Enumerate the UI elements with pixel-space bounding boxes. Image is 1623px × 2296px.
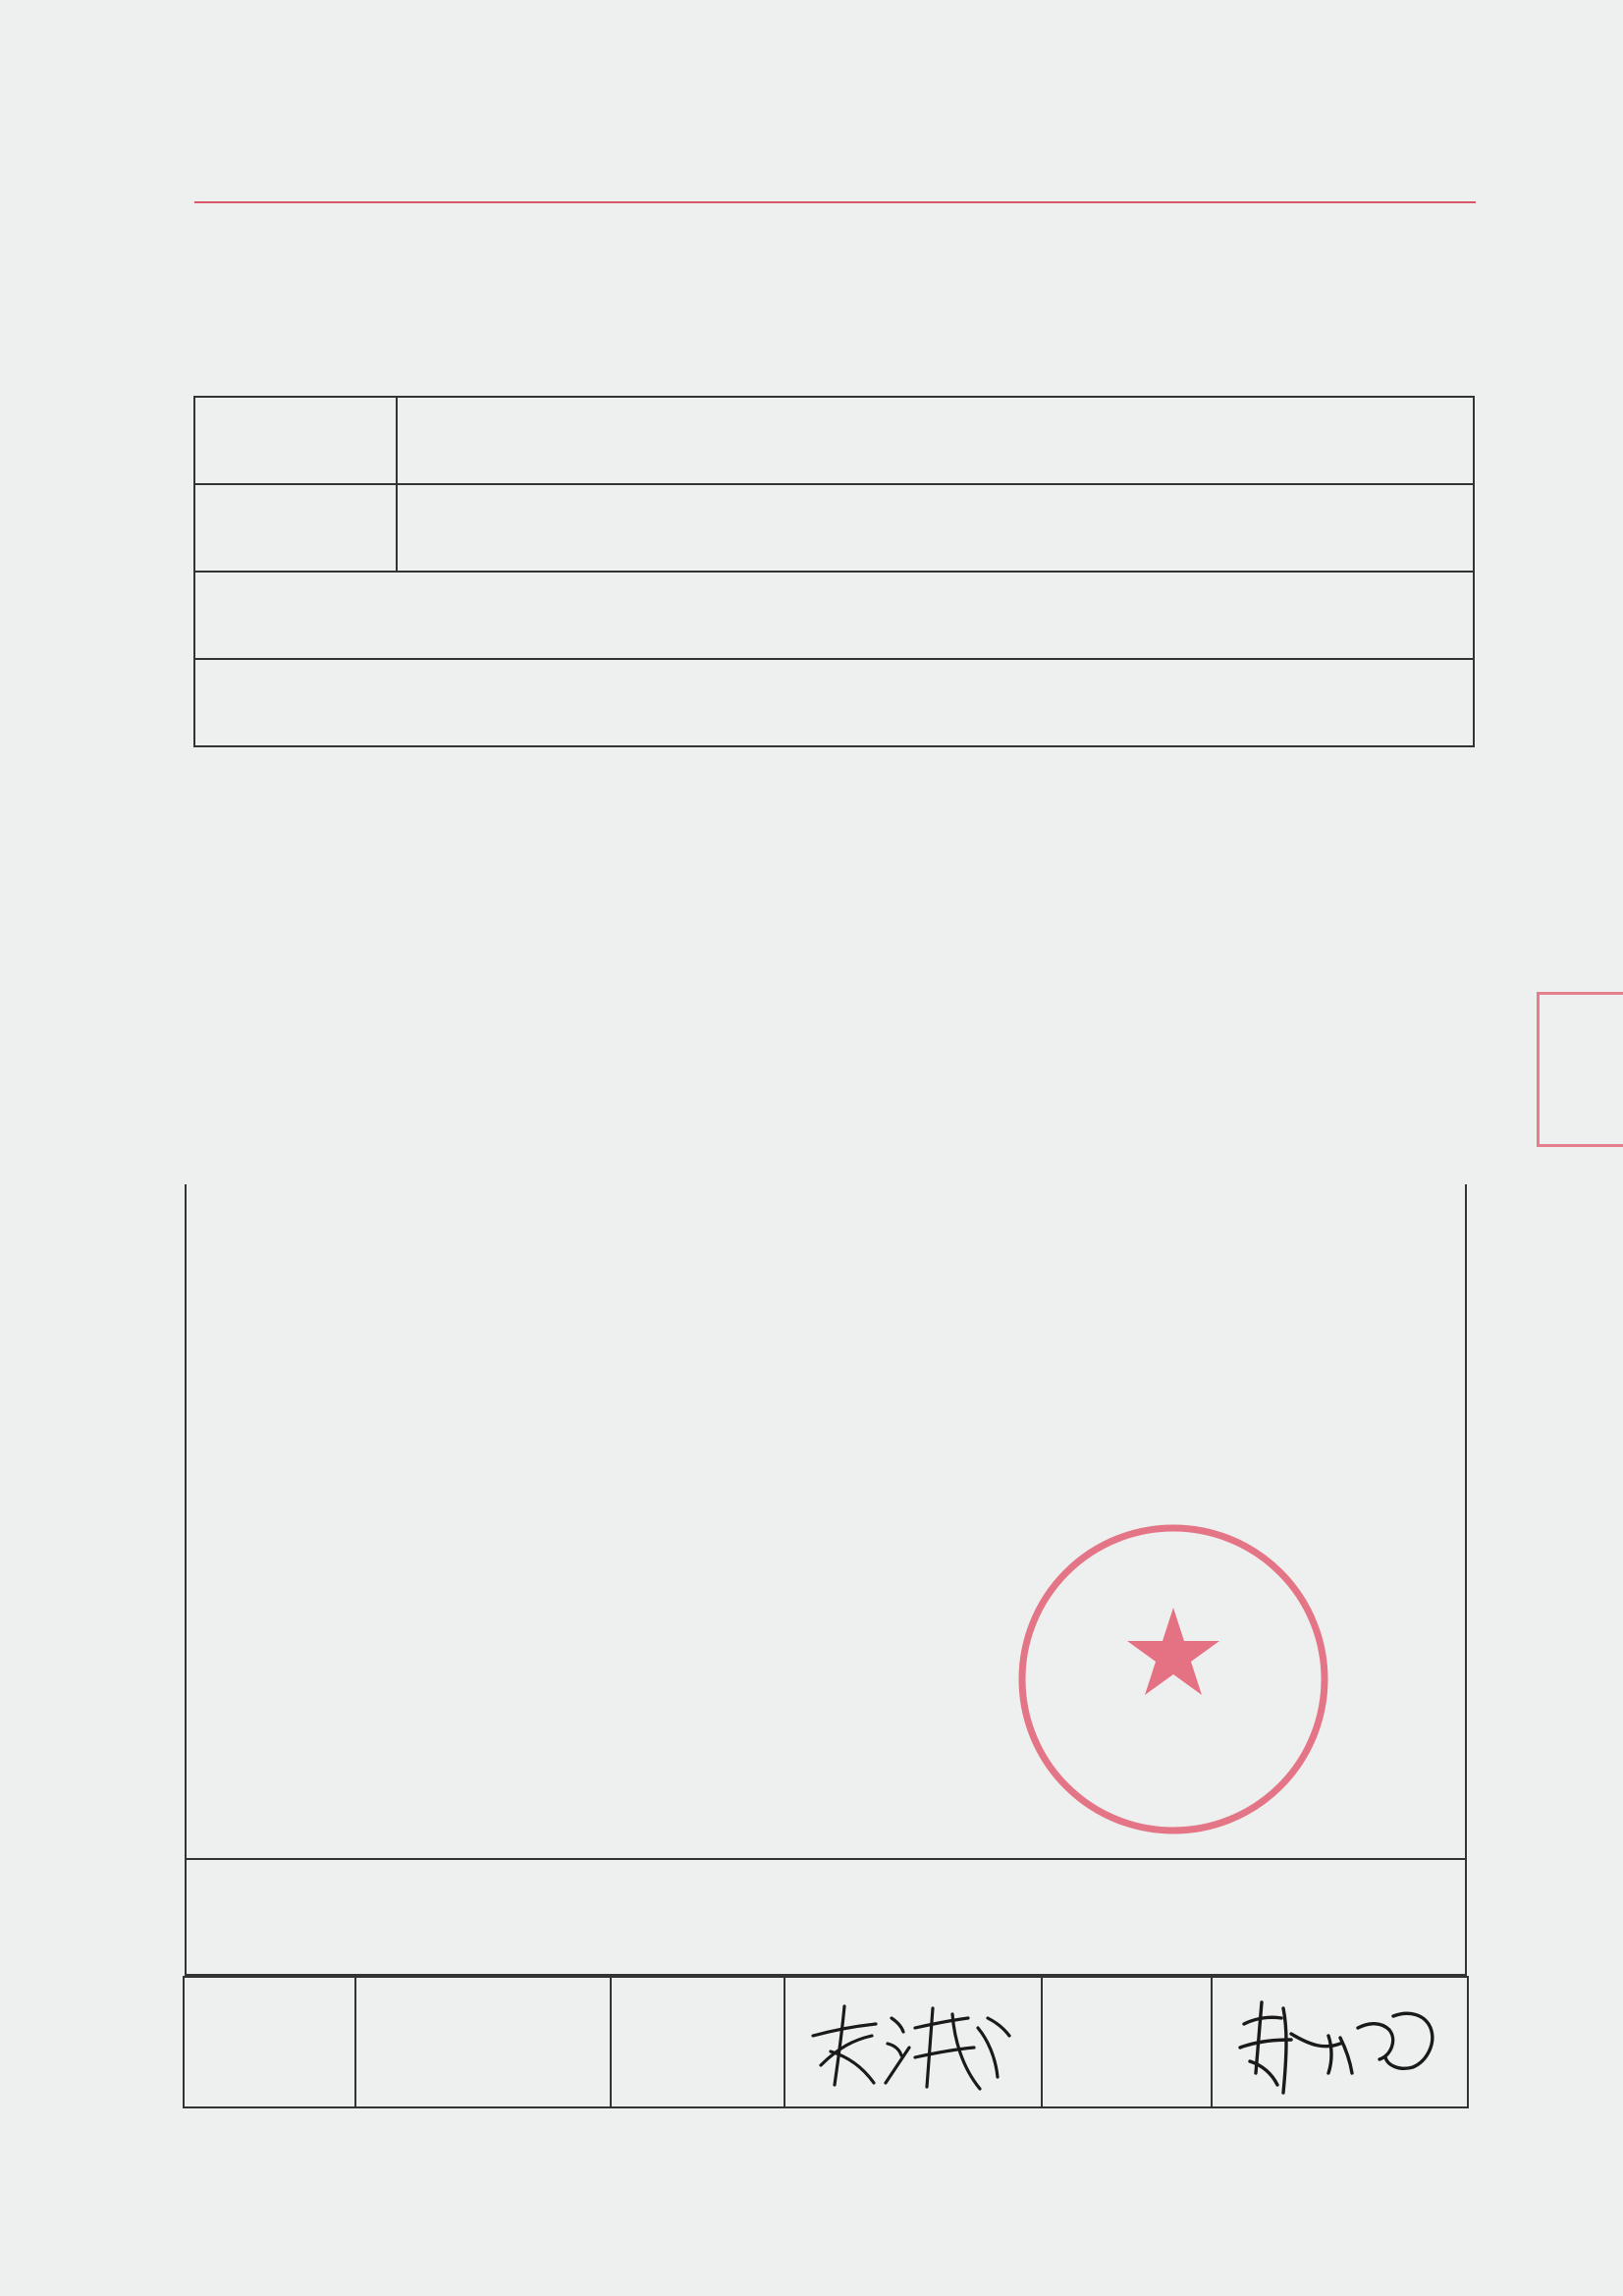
environment-value [397, 397, 1474, 484]
equipment-row [194, 572, 1474, 659]
environment-label [194, 397, 397, 484]
items-row [194, 659, 1474, 746]
side-stamp [1537, 992, 1623, 1147]
conclusion-item [247, 1285, 267, 1314]
conclusion-item [247, 1413, 267, 1443]
basis-value [397, 484, 1474, 572]
conclusion-item [247, 1348, 267, 1378]
remark-section [185, 1860, 1467, 1976]
equipment-text [194, 572, 1474, 659]
prepared-by-name [355, 1977, 611, 2107]
header-divider [194, 201, 1476, 203]
signature-table [183, 1976, 1469, 2108]
environment-row [194, 397, 1474, 484]
items-text [194, 659, 1474, 746]
reviewed-by-label [611, 1977, 784, 2107]
approver-signature-image [1222, 1989, 1458, 2097]
approved-by-label [1042, 1977, 1212, 2107]
conclusion-item [247, 1493, 267, 1522]
prepared-by-label [184, 1977, 355, 2107]
reviewer-signature [784, 1977, 1042, 2107]
conclusion-section [185, 1184, 1467, 1860]
basis-row [194, 484, 1474, 572]
reviewer-signature-image [795, 1989, 1031, 2097]
approver-signature [1212, 1977, 1468, 2107]
basis-label [194, 484, 397, 572]
report-info-table [193, 396, 1475, 747]
